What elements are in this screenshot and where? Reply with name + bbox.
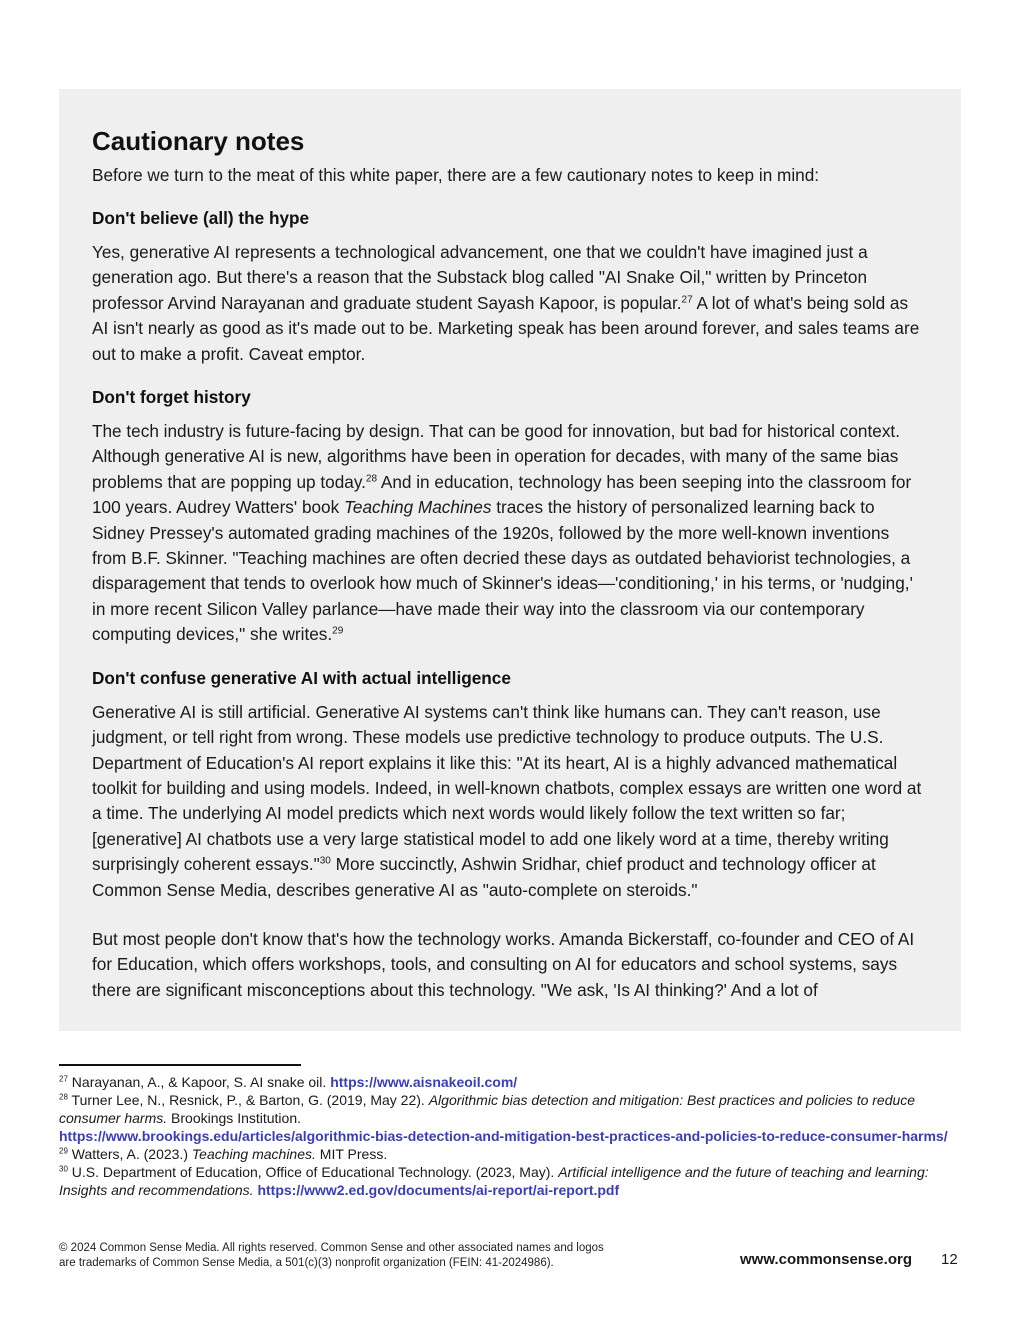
footnote-title: Algorithmic bias detection and mitigation: Best practices and policies to reduce consumer harms. <box>59 1092 916 1126</box>
footer-url[interactable]: www.commonsense.org <box>740 1251 912 1268</box>
footnote-ref-29[interactable]: 29 <box>332 625 344 637</box>
footnote-publisher: Brookings Institution. <box>167 1110 302 1126</box>
footnote-divider <box>59 1064 301 1066</box>
copyright-notice <box>59 1241 659 1271</box>
hype-text-b: A lot of what's being sold as AI isn't nearly as good as it's made out to be. Marketing speak has been around forever, and sales teams are out to make a profit. Caveat emptor. <box>92 292 920 364</box>
page-number: 12 <box>941 1251 958 1268</box>
intelligence-paragraph <box>92 700 928 903</box>
history-text-a: The tech industry is future-facing by design. That can be good for innovation, but bad for historical context. Although generative AI is new, algorithms have been in operation for decades, with many of the same bias problems that are popping up today. <box>92 421 900 492</box>
footnote-link[interactable]: https://www2.ed.gov/documents/ai-report/ai-report.pdf <box>257 1182 620 1198</box>
footnote-number: 29 <box>59 1146 68 1156</box>
footnote-title: Artificial intelligence and the future of teaching and learning: Insights and recommendations. <box>59 1164 929 1198</box>
hype-text-a: Yes, generative AI represents a technological advancement, one that we couldn't have imagined just a generation ago. But there's a reason that the Substack blog called "AI Snake Oil," written by Princeton professor Arvind Narayanan and graduate student Sayash Kapoor, is popular. <box>92 242 868 313</box>
intelligence-paragraph-2: But most people don't know that's how the technology works. Amanda Bickerstaff, co-founder and CEO of AI for Education, which offers workshops, tools, and consulting on AI for educators and school systems, says there are significant misconceptions about this technology. "We ask, 'Is AI thinking?' And a lot of <box>92 928 915 1000</box>
footnote-title: Teaching machines. <box>191 1146 316 1162</box>
footnote-number: 30 <box>59 1164 68 1174</box>
footnotes <box>59 1073 961 1199</box>
footnote-number: 28 <box>59 1092 68 1102</box>
intelligence-heading: Don't confuse generative AI with actual intelligence <box>92 667 511 688</box>
footnote-text: Watters, A. (2023.) <box>67 1146 192 1162</box>
footnote-publisher: MIT Press. <box>315 1146 388 1162</box>
copyright-line-1: © 2024 Common Sense Media. All rights reserved. Common Sense and other associated names and logos <box>59 1242 604 1254</box>
section-intro: Before we turn to the meat of this white paper, there are a few cautionary notes to keep in mind: <box>92 165 820 185</box>
book-title: Teaching Machines <box>344 497 492 518</box>
hype-heading: Don't believe (all) the hype <box>92 208 310 228</box>
footnote-29 <box>59 1145 961 1163</box>
intelligence-text-a: Generative AI is still artificial. Generative AI systems can't think like humans can. They can't reason, use judgment, or tell right from wrong. These models use predictive technology to produce outputs. The U.S. Department of Education's AI report explains it like this: "At its heart, AI is a highly advanced mathematical toolkit for building and using models. Indeed, in well-known chatbots, complex essays are written one word at a time. The underlying AI model predicts which next words would likely follow the text written so far; [generative] AI chatbots use a very large statistical model to add one likely word at a time, thereby writing surprisingly coherent essays." <box>92 701 922 875</box>
intelligence-text-b: More succinctly, Ashwin Sridhar, chief product and technology officer at Common Sense Media, describes generative AI as "auto-complete on steroids." <box>92 854 876 900</box>
history-paragraph <box>92 419 928 648</box>
history-text-b: And in education, technology has been seeping into the classroom for 100 years. Audrey Watters' book <box>92 471 912 518</box>
copyright-line-2: are trademarks of Common Sense Media, a 501(c)(3) nonprofit organization (FEIN: 41-2024986). <box>59 1257 554 1269</box>
footnote-ref-28[interactable]: 28 <box>365 473 378 485</box>
hype-paragraph <box>92 240 928 367</box>
history-heading: Don't forget history <box>92 387 251 408</box>
history-text-c: traces the history of personalized learning back to Sidney Pressey's automated grading machines of the 1920s, followed by the more well-known inventions from B.F. Skinner. "Teaching machines are often decried these days as outdated behaviorist technologies, a disparagement that tends to overlook how much of Skinner's ideas—'conditioning,' in his terms, or 'nudging,' in more recent Silicon Valley parlance—have made their way into the classroom via our contemporary computing devices," she writes. <box>92 497 913 645</box>
footnote-text: Narayanan, A., & Kapoor, S. AI snake oil. <box>67 1074 331 1090</box>
footnote-28 <box>59 1091 961 1145</box>
footnote-27 <box>59 1073 961 1091</box>
footnote-link[interactable]: https://www.brookings.edu/articles/algorithmic-bias-detection-and-mitigation-best-practices-and-policies-to-reduce-consumer-harms/ <box>59 1128 948 1144</box>
footnote-text: Turner Lee, N., Resnick, P., & Barton, G. (2019, May 22). <box>67 1092 429 1108</box>
footnote-number: 27 <box>59 1074 68 1084</box>
footnote-ref-27[interactable]: 27 <box>681 294 693 306</box>
footnote-text: U.S. Department of Education, Office of Educational Technology. (2023, May). <box>67 1164 559 1180</box>
section-title: Cautionary notes <box>92 126 305 156</box>
footnote-ref-30[interactable]: 30 <box>319 855 331 867</box>
footnote-30 <box>59 1163 961 1199</box>
footnote-link[interactable]: https://www.aisnakeoil.com/ <box>330 1074 518 1090</box>
cautionary-notes-panel <box>59 89 961 1031</box>
